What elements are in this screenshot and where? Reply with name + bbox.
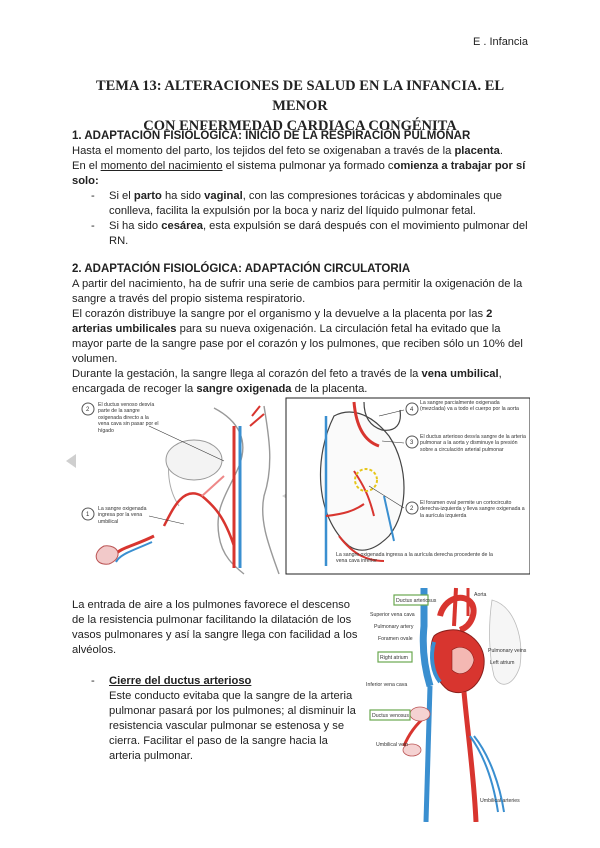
fetal-heart-vessels-figure [364, 586, 530, 822]
list-item-cesarea: - Si ha sido cesárea, esta expulsión se dará después con el movimiento pulmonar del RN. [72, 219, 528, 249]
figure2-label-superior-vena-cava: Superior vena cava [370, 612, 415, 618]
section1-paragraph-1: Hasta el momento del parto, los tejidos del feto se oxigenaban a través de la placenta. [72, 145, 503, 157]
figure2-label-right-atrium: Right atrium [380, 655, 408, 661]
figure1-number-4: 4 [410, 407, 414, 413]
title-line-2: CON ENFERMEDAD CARDIACA CONGÉNITA [143, 118, 457, 134]
figure1-right-label-4: La sangre oxigenada ingresa a la aurícula derecha procedente de la vena cava inferior [336, 552, 493, 565]
figure2-label-aorta: Aorta [474, 592, 487, 598]
figure2-label-inferior-vena-cava: Inferior vena cava [366, 682, 408, 688]
section3-paragraph: La entrada de aire a los pulmones favorece el descenso de la resistencia pulmonar facilitando la dilatación de los vasos pulmonares y así la sangre llega con facilidad a los alvéolos. [72, 599, 358, 656]
ductus-closure-text: Este conducto evitaba que la sangre de la arteria pulmonar pasará por los pulmones; al disminuir la resistencia vascular pulmonar se estenosa y se cierra. Facilitar el paso de la sangre hacia la arteria pulmonar. [109, 690, 356, 762]
figure1-number-3: 3 [410, 440, 414, 446]
section1-paragraph-2: En el momento del nacimiento el sistema pulmonar ya formado comienza a trabajar por sí solo: [72, 160, 526, 187]
figure1-right-label-2: El ductus arterioso desvía sangre de la arteria pulmonar a la aorta y disminuye la presión sobre a circulación arterial pulmonar [420, 434, 526, 453]
section-respiration [72, 129, 528, 249]
figure2-label-ductus-arteriosus: Ductus arteriosus [396, 598, 437, 604]
figure1-right-label-3: El foramen oval permite un cortocircuito derecha-izquierda y lleva sangre oxigenada a la aurícula izquierda [420, 500, 525, 519]
figure2-label-pulmonary-veins: Pulmonary veins [488, 648, 527, 654]
figure2-label-umbilical-vein: Umbilical vein [376, 742, 408, 748]
figure2-label-ductus-venosus: Ductus venosus [372, 713, 409, 719]
fetal-body-panel [66, 402, 279, 574]
left-nav-arrow-icon [66, 454, 76, 468]
section2-paragraph-2: El corazón distribuye la sangre por el organismo y la devuelve a la placenta por las 2 arterias umbilicales para su nueva oxigenación. La circulación fetal ha evitado que la mayor parte de la sangre pase por el corazón y los pulmones, que reciben sólo un 10% del volumen. [72, 308, 523, 365]
list-item-vaginal: - Si el parto ha sido vaginal, con las compresiones torácicas y abdominales que conlleva, facilita la expulsión por la boca y nariz del líquido pulmonar fetal. [72, 189, 528, 219]
section3-list [72, 674, 358, 764]
figure1-number-1: 1 [86, 512, 90, 518]
section-air-entry [72, 598, 358, 764]
section1-list [72, 189, 528, 249]
figure1-number-2: 2 [86, 407, 90, 413]
section1-heading: 1. ADAPTACIÓN FISIOLÓGICA: INICIO DE LA RESPIRACIÓN PULMONAR [72, 130, 471, 142]
figure1-left-label-1: El ductus venoso desvía parte de la sangre oxigenada directo a la vena cava sin pasar por el hígado [98, 402, 159, 434]
figure1-number-2b: 2 [410, 506, 414, 512]
figure2-label-pulmonary-artery: Pulmonary artery [374, 624, 414, 630]
figure2-label-umbilical-arteries: Umbilical arteries [480, 798, 520, 804]
figure2-label-foramen-ovale: Foramen ovale [378, 636, 413, 642]
ductus-closure-title: Cierre del ductus arterioso [109, 675, 252, 687]
fetal-heart-panel [286, 398, 530, 574]
section2-heading: 2. ADAPTACIÓN FISIOLÓGICA: ADAPTACIÓN CIRCULATORIA [72, 263, 411, 275]
figure1-left-label-2: La sangre oxigenada ingresa por la vena umbilical [98, 506, 147, 525]
header-course-label: E . Infancia [472, 36, 528, 48]
list-item-ductus-closure [72, 674, 358, 764]
figure1-right-label-1: La sangre parcialmente oxigenada (mezclada) va a todo el cuerpo por la aorta [420, 400, 519, 413]
section2-paragraph-3: Durante la gestación, la sangre llega al corazón del feto a través de la vena umbilical, encargada de recoger la sangre oxigenada de la placenta. [72, 368, 502, 395]
section-circulation [72, 262, 528, 397]
fetal-circulation-figure [64, 396, 530, 576]
title-line-1: TEMA 13: ALTERACIONES DE SALUD EN LA INFANCIA. EL MENOR [95, 78, 505, 114]
page-title [72, 76, 528, 136]
figure2-label-left-atrium: Left atrium [490, 660, 515, 666]
section2-paragraph-1: A partir del nacimiento, ha de sufrir una serie de cambios para permitir la oxigenación de la sangre a través del propio sistema respiratorio. [72, 278, 523, 305]
